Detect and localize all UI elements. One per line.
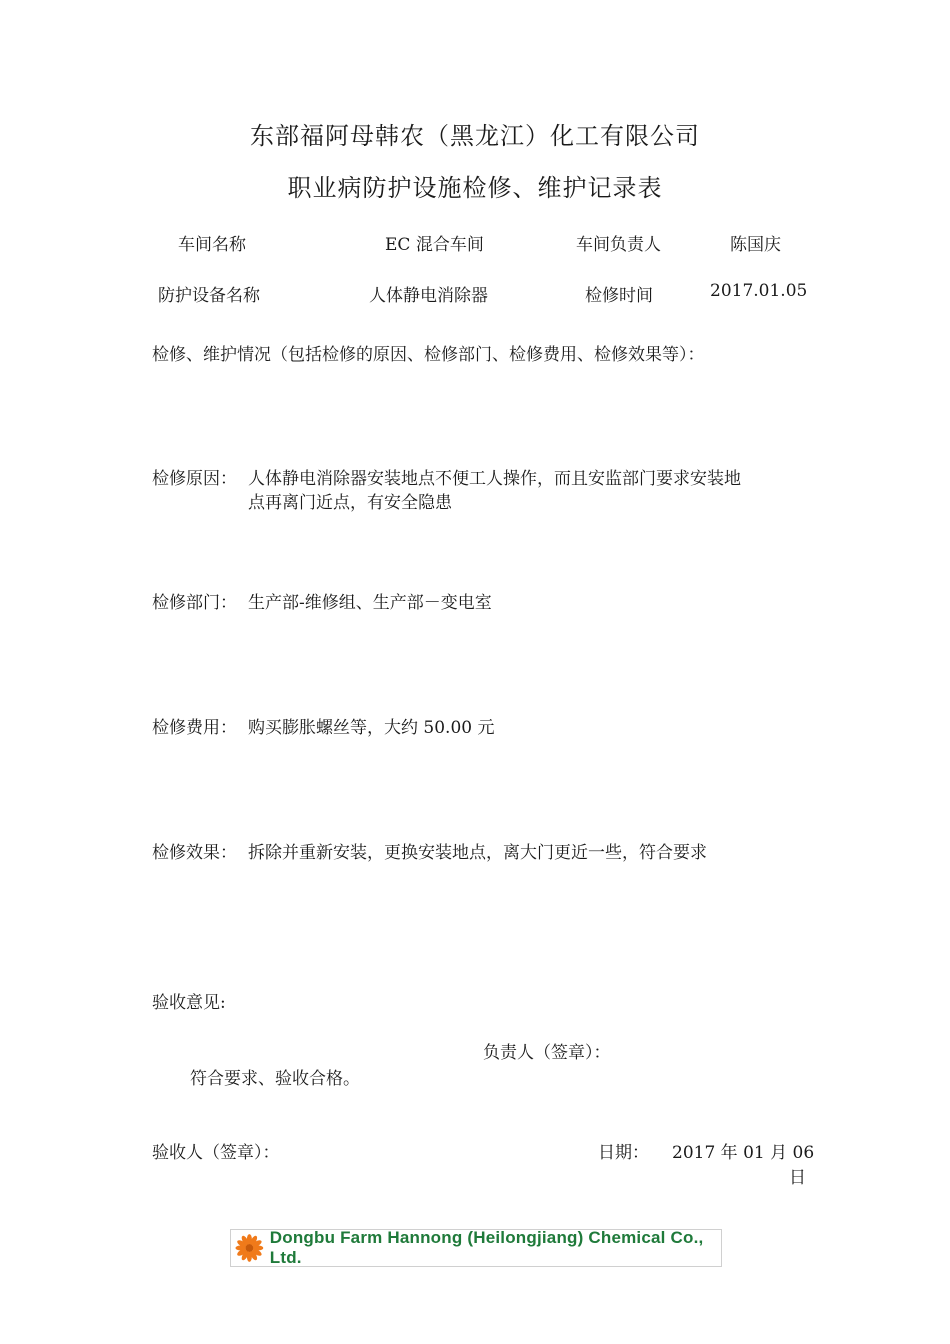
- logo-text: Dongbu Farm Hannong (Heilongjiang) Chemical Co., Ltd.: [269, 1228, 704, 1267]
- reason-line-2: 点再离门近点，有安全隐患: [248, 493, 452, 513]
- cost-value: 购买膨胀螺丝等，大约 50.00 元: [248, 718, 495, 738]
- acceptance-date-label: 日期：: [598, 1143, 649, 1163]
- responsible-signature-label: 负责人（签章）：: [483, 1043, 611, 1063]
- effect-value: 拆除并重新安装，更换安装地点，离大门更近一些，符合要求: [248, 843, 707, 863]
- cost-label: 检修费用：: [152, 718, 237, 738]
- acceptor-signature-label: 验收人（签章）：: [152, 1143, 280, 1163]
- acceptance-opinion-label: 验收意见:: [152, 993, 226, 1013]
- equipment-label: 防护设备名称: [158, 286, 260, 306]
- company-title: 东部福阿母韩农（黑龙江）化工有限公司: [250, 122, 700, 150]
- acceptance-opinion-value: 符合要求、验收合格。: [190, 1069, 360, 1089]
- equipment-value: 人体静电消除器: [369, 286, 488, 306]
- acceptance-date-value: 2017 年 01 月 06: [672, 1143, 815, 1163]
- situation-heading: 检修、维护情况（包括检修的原因、检修部门、检修费用、检修效果等）：: [152, 345, 705, 365]
- department-value: 生产部-维修组、生产部－变电室: [248, 593, 492, 613]
- workshop-value: EC 混合车间: [385, 235, 484, 255]
- department-label: 检修部门：: [152, 593, 237, 613]
- sunflower-logo-icon: [235, 1233, 264, 1263]
- inspection-date-value: 2017.01.05: [710, 281, 808, 301]
- inspection-date-label: 检修时间: [585, 286, 653, 306]
- reason-line-1: 人体静电消除器安装地点不便工人操作，而且安监部门要求安装地: [248, 469, 741, 489]
- form-title: 职业病防护设施检修、维护记录表: [287, 174, 663, 202]
- effect-label: 检修效果：: [152, 843, 237, 863]
- manager-value: 陈国庆: [730, 235, 781, 255]
- manager-label: 车间负责人: [576, 235, 661, 255]
- acceptance-date-suffix: 日: [789, 1168, 806, 1188]
- reason-label: 检修原因：: [152, 469, 237, 489]
- company-logo: [230, 1229, 722, 1267]
- workshop-label: 车间名称: [178, 235, 246, 255]
